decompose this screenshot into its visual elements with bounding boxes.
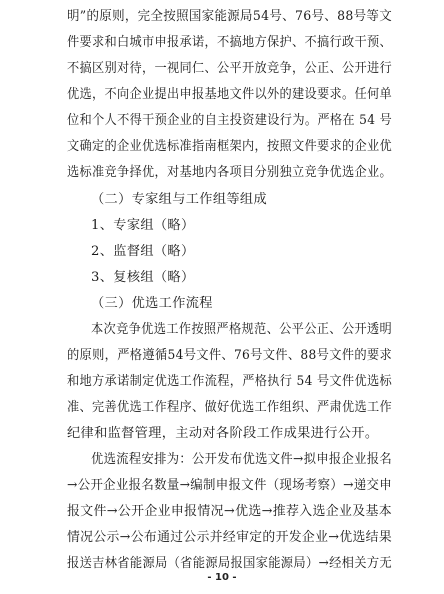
paragraph-first-line: 优选流程安排为：公开发布优选文件→拟申报企业报名 [91, 452, 392, 467]
text-line: 的原则，严格遵循54号文件、76号文件、88号文件的要求 [67, 348, 392, 363]
text-line: 报文件→公开企业申报情况→优选→推荐入选企业及基本 [67, 504, 392, 519]
paragraph-first-line: 本次竞争优选工作按照严格规范、公平公正、公开透明 [91, 322, 392, 337]
text-line: 文确定的企业优选标准指南框架内，按照文件要求的企业优 [67, 139, 392, 154]
text-line: 准、完善优选工作程序、做好优选工作组织、严肃优选工作 [67, 400, 392, 415]
section-heading: （二）专家组与工作组等组成 [91, 192, 267, 207]
section-heading: （三）优选工作流程 [91, 296, 213, 311]
text-line: 优选，不向企业提出申报基地文件以外的建设要求。任何单 [67, 87, 392, 102]
text-line: 选标准竞争择优，对基地内各项目分别独立竞争优选企业。 [67, 165, 392, 180]
text-line: 不搞区别对待，一视同仁、公平开放竞争，公正、公开进行 [67, 61, 392, 76]
text-line: 位和个人不得干预企业的自主投资建设行为。严格在 54 号 [67, 113, 392, 128]
text-line: 件要求和白城市申报承诺，不搞地方保护、不搞行政干预、 [67, 35, 392, 50]
text-line: →公开企业报名数量→编制申报文件（现场考察）→递交申 [67, 478, 392, 493]
page-number: - 10 - [207, 572, 237, 583]
text-line: 情况公示→公布通过公示并经审定的开发企业→优选结果 [67, 530, 392, 545]
text-line: 和地方承诺制定优选工作流程，严格执行 54 号文件优选标 [67, 374, 392, 389]
list-item: 1、专家组（略） [91, 218, 195, 233]
text-line: 明”的原则，完全按照国家能源局54号、76号、88号等文 [67, 9, 392, 24]
text-line: 纪律和监督管理，主动对各阶段工作成果进行公开。 [67, 426, 379, 441]
list-item: 2、监督组（略） [91, 244, 195, 259]
list-item: 3、复核组（略） [91, 270, 195, 285]
text-line: 报送吉林省能源局（省能源局报国家能源局）→经相关方无 [67, 556, 392, 571]
